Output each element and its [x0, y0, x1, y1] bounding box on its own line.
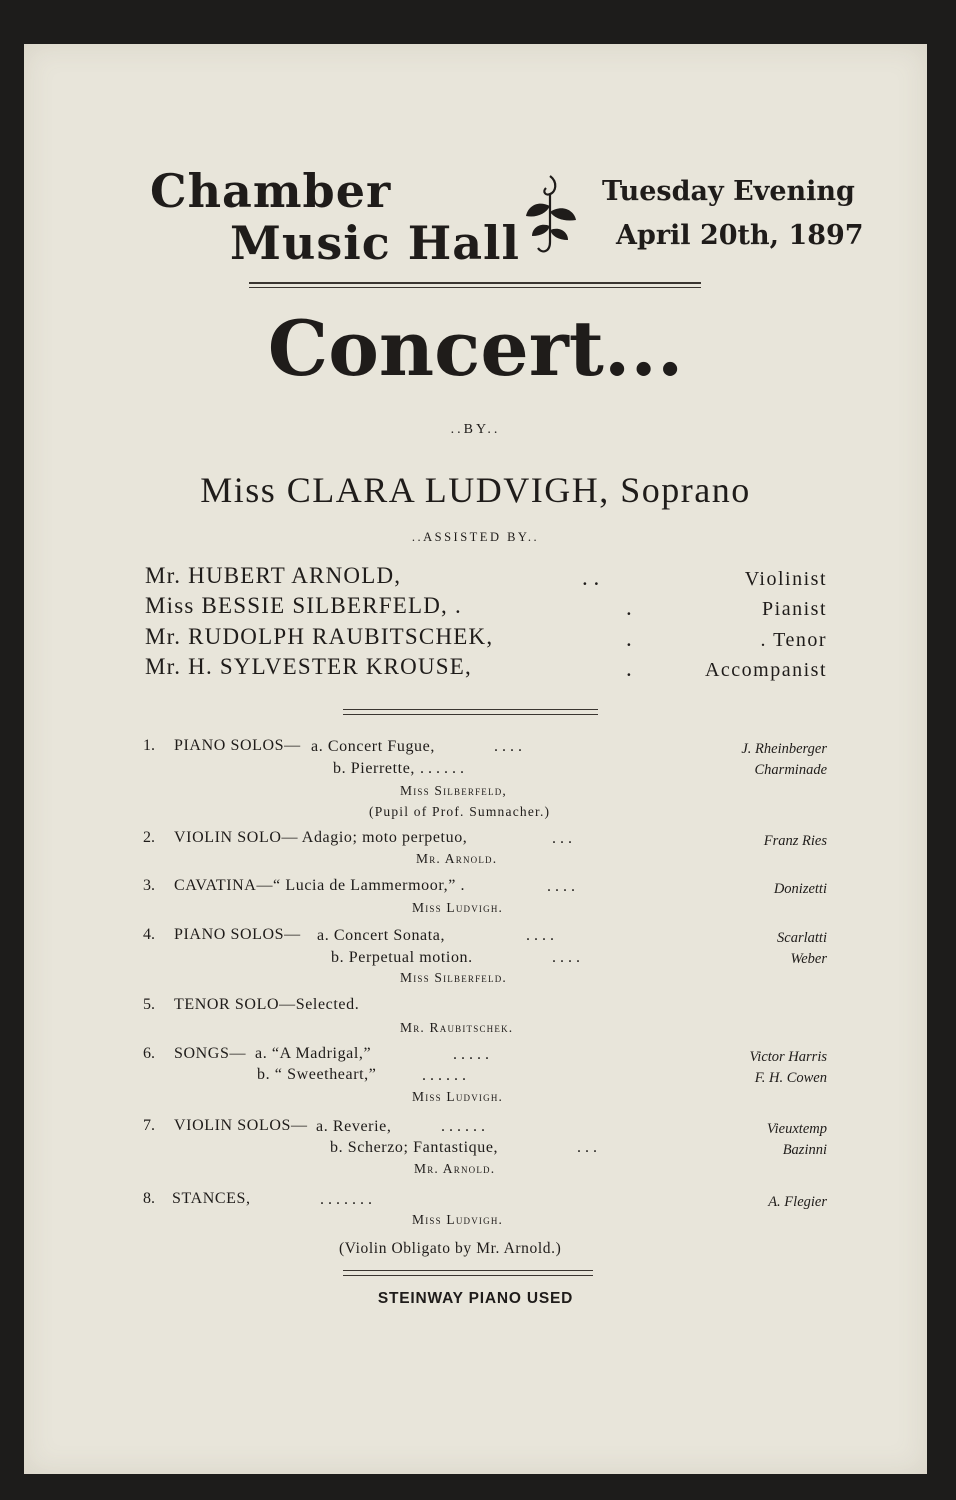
floral-ornament-icon — [520, 172, 580, 258]
venue-name-line1: Chamber — [150, 164, 392, 218]
venue-name-line2: Music Hall — [230, 216, 520, 270]
item-composer: Victor Harris — [749, 1049, 827, 1065]
concert-program-page — [24, 44, 927, 1474]
item-dots: . . . . — [494, 738, 522, 755]
item-dots: . . . — [577, 1139, 597, 1156]
item-performer: Miss Ludvigh. — [412, 900, 504, 915]
performer-role: . Tenor — [760, 629, 827, 651]
item-composer: Scarlatti — [777, 930, 827, 946]
featured-soprano: Miss CLARA LUDVIGH, Soprano — [200, 470, 751, 510]
by-line: ..BY.. — [450, 422, 501, 437]
item-number: 2. — [143, 829, 155, 846]
piano-credit: STEINWAY PIANO USED — [377, 1290, 574, 1307]
item-piece-b: b. “ Sweetheart,” — [257, 1066, 377, 1083]
item-title: PIANO SOLOS— — [174, 737, 301, 754]
item-performer: Mr. Arnold. — [414, 1161, 496, 1176]
item-composer: Donizetti — [773, 881, 827, 897]
assisted-by-line: ..ASSISTED BY.. — [411, 530, 540, 544]
header-rule-top — [249, 282, 701, 284]
performer-dots: . . — [582, 565, 600, 590]
item-dots: . . . . — [526, 927, 554, 944]
header-rule-bottom — [249, 287, 701, 288]
item-performer: Mr. Arnold. — [416, 851, 498, 866]
divider-rule-bottom — [343, 714, 598, 715]
item-piece-a: a. Concert Fugue, — [311, 738, 435, 755]
item-title: PIANO SOLOS— — [174, 926, 301, 943]
item-title: CAVATINA—“ Lucia de Lammermoor,” . — [174, 877, 466, 894]
item-performer: Miss Ludvigh. — [412, 1212, 504, 1227]
performer-name: Mr. H. SYLVESTER KROUSE, — [145, 654, 472, 679]
item-number: 4. — [143, 926, 155, 943]
page-title: Concert... — [267, 304, 684, 393]
item-title: VIOLIN SOLO— Adagio; moto perpetuo, — [174, 829, 468, 846]
item-note: (Violin Obligato by Mr. Arnold.) — [339, 1240, 562, 1257]
item-composer: F. H. Cowen — [754, 1070, 827, 1086]
item-note: (Pupil of Prof. Sumnacher.) — [369, 804, 551, 819]
item-dots: . . . . . . . — [320, 1191, 372, 1208]
item-piece-b: b. Pierrette, — [333, 760, 415, 777]
item-dots: . . . . . . — [441, 1118, 485, 1135]
item-piece-a: a. “A Madrigal,” — [255, 1045, 372, 1062]
footer-rule-top — [343, 1270, 593, 1271]
performer-dots: . — [626, 626, 632, 651]
item-piece-a: a. Concert Sonata, — [317, 927, 446, 944]
item-performer: Mr. Raubitschek. — [400, 1020, 514, 1035]
performer-role: Pianist — [762, 598, 827, 620]
item-composer: Franz Ries — [763, 833, 827, 849]
item-dots: . . . . — [552, 949, 580, 966]
item-number: 5. — [143, 996, 155, 1013]
performer-role: Violinist — [744, 568, 827, 590]
item-dots: . . . . . — [453, 1046, 489, 1063]
item-performer: Miss Ludvigh. — [412, 1089, 504, 1104]
item-number: 6. — [143, 1045, 155, 1062]
date-weekday: Tuesday Evening — [602, 176, 855, 207]
footer-rule-bottom — [343, 1275, 593, 1276]
item-number: 3. — [143, 877, 155, 894]
item-title: TENOR SOLO—Selected. — [174, 996, 360, 1013]
item-title: SONGS— — [174, 1045, 247, 1062]
item-dots: . . . . . . — [422, 1067, 466, 1084]
item-composer: J. Rheinberger — [741, 741, 827, 757]
item-dots: . . . . . . — [420, 760, 464, 777]
item-title: VIOLIN SOLOS— — [174, 1117, 308, 1134]
item-performer: Miss Silberfeld, — [400, 783, 507, 798]
item-title: STANCES, — [172, 1190, 251, 1207]
item-piece-a: a. Reverie, — [316, 1118, 392, 1135]
item-number: 8. — [143, 1190, 155, 1207]
item-piece-b: b. Scherzo; Fantastique, — [330, 1139, 499, 1156]
item-dots: . . . — [552, 830, 572, 847]
performer-dots: . — [626, 595, 632, 620]
divider-rule-top — [343, 709, 598, 710]
item-composer: Bazinni — [782, 1142, 827, 1158]
performer-dots: . — [626, 656, 632, 681]
item-composer: Weber — [790, 951, 827, 967]
item-performer: Miss Silberfeld. — [400, 970, 507, 985]
item-composer: A. Flegier — [768, 1194, 827, 1210]
item-composer: Charminade — [754, 762, 827, 778]
item-number: 1. — [143, 737, 155, 754]
item-number: 7. — [143, 1117, 155, 1134]
performer-name: Miss BESSIE SILBERFELD, . — [145, 593, 462, 618]
item-piece-b: b. Perpetual motion. — [331, 949, 473, 966]
performer-name: Mr. RUDOLPH RAUBITSCHEK, — [145, 624, 494, 649]
item-dots: . . . . — [547, 878, 575, 895]
item-composer: Vieuxtemp — [766, 1121, 827, 1137]
performer-name: Mr. HUBERT ARNOLD, — [145, 563, 402, 588]
date-full: April 20th, 1897 — [616, 220, 864, 251]
performer-role: Accompanist — [704, 659, 827, 681]
